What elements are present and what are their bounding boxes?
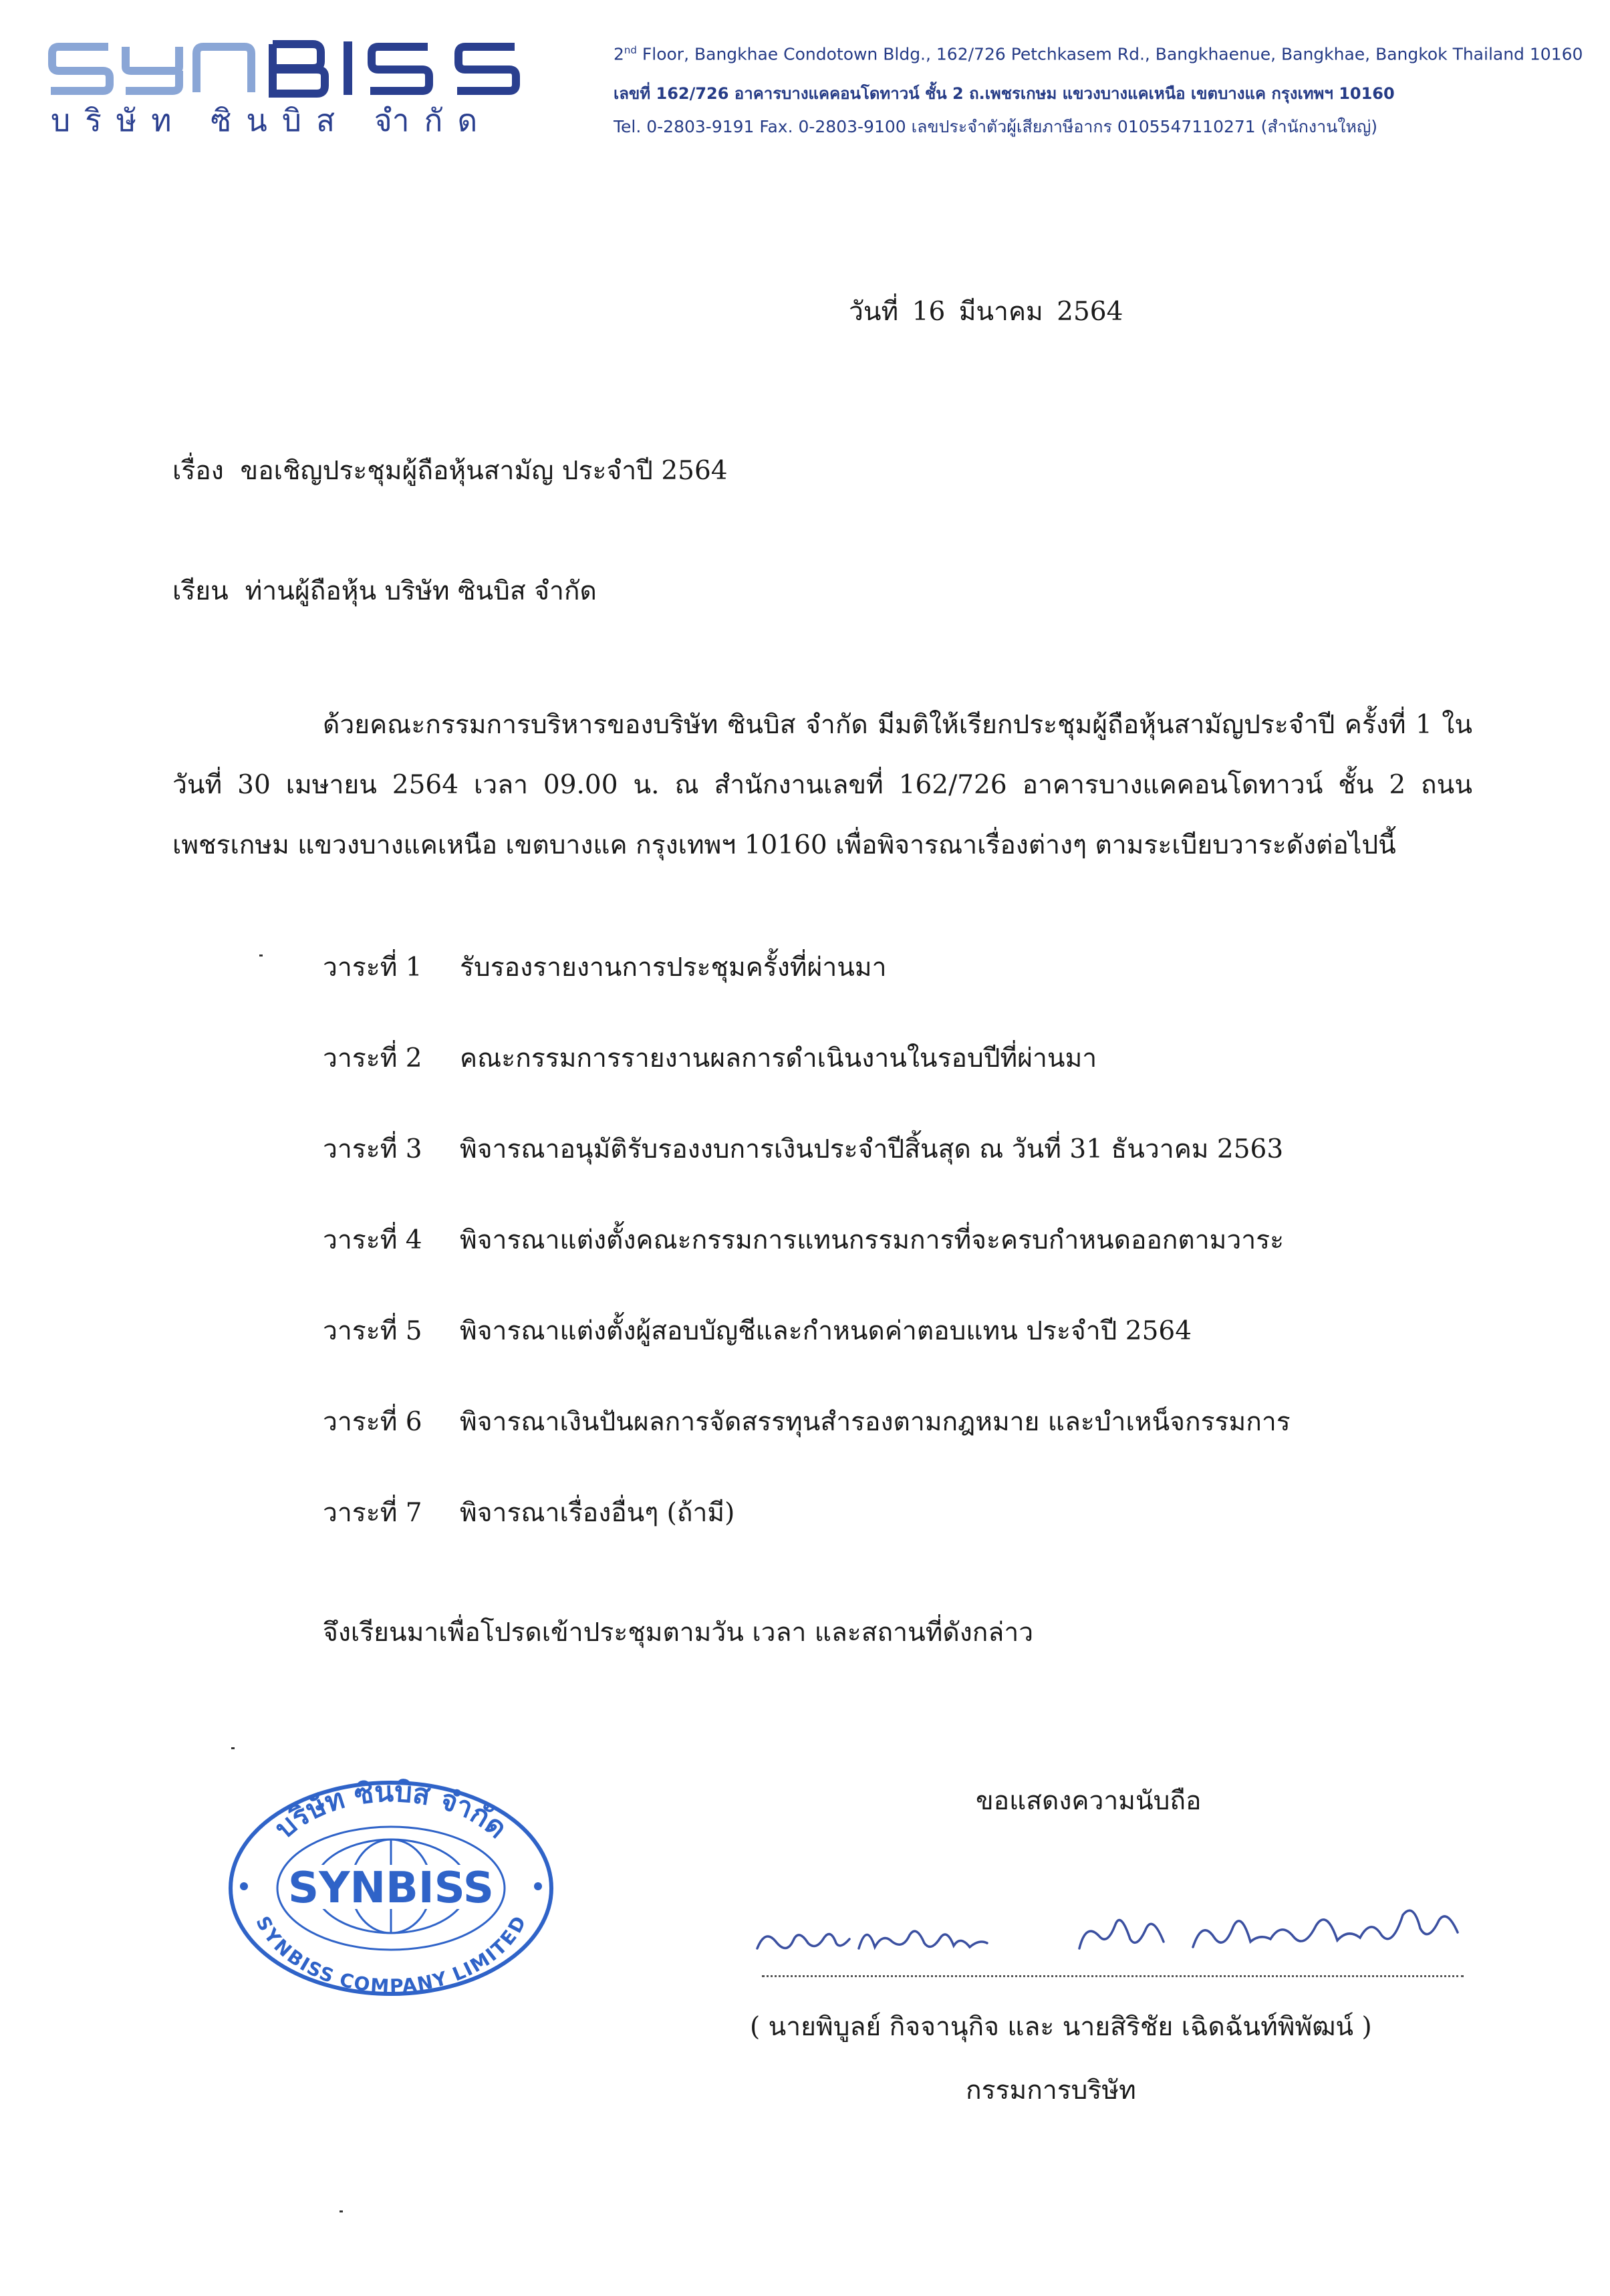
company-seal [217, 1771, 565, 1999]
agenda-item [323, 1316, 1499, 1407]
letter-recipient [172, 576, 597, 608]
stamp-top-text: บริษัท ซินบิส จำกัด [268, 1775, 514, 1845]
signatory-position: กรรมการบริษัท [966, 2075, 1136, 2106]
signature-pibul [752, 1908, 1006, 1968]
agenda-text: พิจารณาเงินปันผลการจัดสรรทุนสำรองตามกฎหมาย และบำเหน็จกรรมการ [460, 1407, 1291, 1437]
address-thai: เลขที่ 162/726 อาคารบางแคคอนโดทาวน์ ชั้น 2 ถ.เพชรเกษม แขวงบางแคเหนือ เขตบางแค กรุงเทพฯ 10160 [614, 84, 1395, 103]
agenda-item [323, 1225, 1499, 1316]
stamp-bottom-text: SYNBISS COMPANY LIMITED [251, 1912, 531, 1998]
signature-sirichai [1073, 1895, 1467, 1968]
agenda-text: พิจารณาแต่งตั้งผู้สอบบัญชีและกำหนดค่าตอบแทน ประจำปี 2564 [460, 1316, 1192, 1346]
agenda-item [323, 1498, 1499, 1589]
agenda-number: วาระที่ 3 [323, 1134, 422, 1164]
agenda-item [323, 1134, 1499, 1225]
agenda-number: วาระที่ 1 [323, 952, 422, 983]
agenda-list [323, 952, 1499, 1589]
address-english: 2nd Floor, Bangkhae Condotown Bldg., 162/726 Petchkasem Rd., Bangkhaenue, Bangkhae, Bangkok Thailand 10160 [614, 44, 1583, 64]
agenda-number: วาระที่ 5 [323, 1316, 422, 1346]
complimentary-close: ขอแสดงความนับถือ [976, 1786, 1202, 1816]
subject-label: เรื่อง [172, 456, 224, 486]
agenda-item [323, 1407, 1499, 1498]
agenda-item [323, 952, 1499, 1043]
subject-text: ขอเชิญประชุมผู้ถือหุ้นสามัญ ประจำปี 2564 [240, 456, 728, 486]
recipient-text: ท่านผู้ถือหุ้น บริษัท ซินบิส จำกัด [245, 576, 597, 606]
company-logo [47, 40, 575, 140]
letter-subject [172, 456, 728, 487]
scan-speck [231, 1747, 235, 1749]
svg-text:บริษัท ซินบิส จำกัด [269, 1775, 514, 1845]
agenda-number: วาระที่ 6 [323, 1407, 422, 1437]
recipient-label: เรียน [172, 576, 229, 606]
logo-thai-text: บริษัท ซินบิส จำกัด [51, 102, 493, 138]
agenda-number: วาระที่ 2 [323, 1043, 422, 1073]
scan-speck [259, 954, 263, 956]
agenda-text: พิจารณาเรื่องอื่นๆ (ถ้ามี) [460, 1498, 735, 1528]
closing-sentence: จึงเรียนมาเพื่อโปรดเข้าประชุมตามวัน เวลา และสถานที่ดังกล่าว [323, 1618, 1034, 1648]
agenda-number: วาระที่ 4 [323, 1225, 422, 1255]
scan-speck [340, 2210, 343, 2212]
signatory-names: ( นายพิบูลย์ กิจจานุกิจ และ นายสิริชัย เฉิดฉันท์พิพัฒน์ ) [750, 2012, 1372, 2042]
agenda-text: รับรองรายงานการประชุมครั้งที่ผ่านมา [460, 952, 887, 983]
agenda-item [323, 1043, 1499, 1134]
agenda-number: วาระที่ 7 [323, 1498, 422, 1528]
agenda-text: พิจารณาอนุมัติรับรองงบการเงินประจำปีสิ้นสุด ณ วันที่ 31 ธันวาคม 2563 [460, 1134, 1284, 1164]
stamp-center-text: SYNBISS [288, 1864, 494, 1913]
signature-line [762, 1975, 1464, 1977]
contact-and-tax-id: Tel. 0-2803-9191 Fax. 0-2803-9100 เลขประจำตัวผู้เสียภาษีอากร 0105547110271 (สำนักงานใหญ่) [614, 117, 1377, 136]
letter-body-paragraph: ด้วยคณะกรรมการบริหารของบริษัท ซินบิส จำกัด มีมติให้เรียกประชุมผู้ถือหุ้นสามัญประจำปี ครั้งที่ 1 ในวันที่ 30 เมษายน 2564 เวลา 09.00 น. ณ สำนักงานเลขที่ 162/726 อาคารบางแคคอนโดทาวน์ ชั้น 2 ถนนเพชรเกษม แขวงบางแคเหนือ เขตบางแค กรุงเทพฯ 10160 เพื่อพิจารณาเรื่องต่างๆ ตามระเบียบวาระดังต่อไปนี้ [172, 710, 1472, 860]
agenda-text: คณะกรรมการรายงานผลการดำเนินงานในรอบปีที่ผ่านมา [460, 1043, 1097, 1073]
letter-date: วันที่ 16 มีนาคม 2564 [849, 297, 1123, 327]
agenda-text: พิจารณาแต่งตั้งคณะกรรมการแทนกรรมการที่จะครบกำหนดออกตามวาระ [460, 1225, 1285, 1255]
